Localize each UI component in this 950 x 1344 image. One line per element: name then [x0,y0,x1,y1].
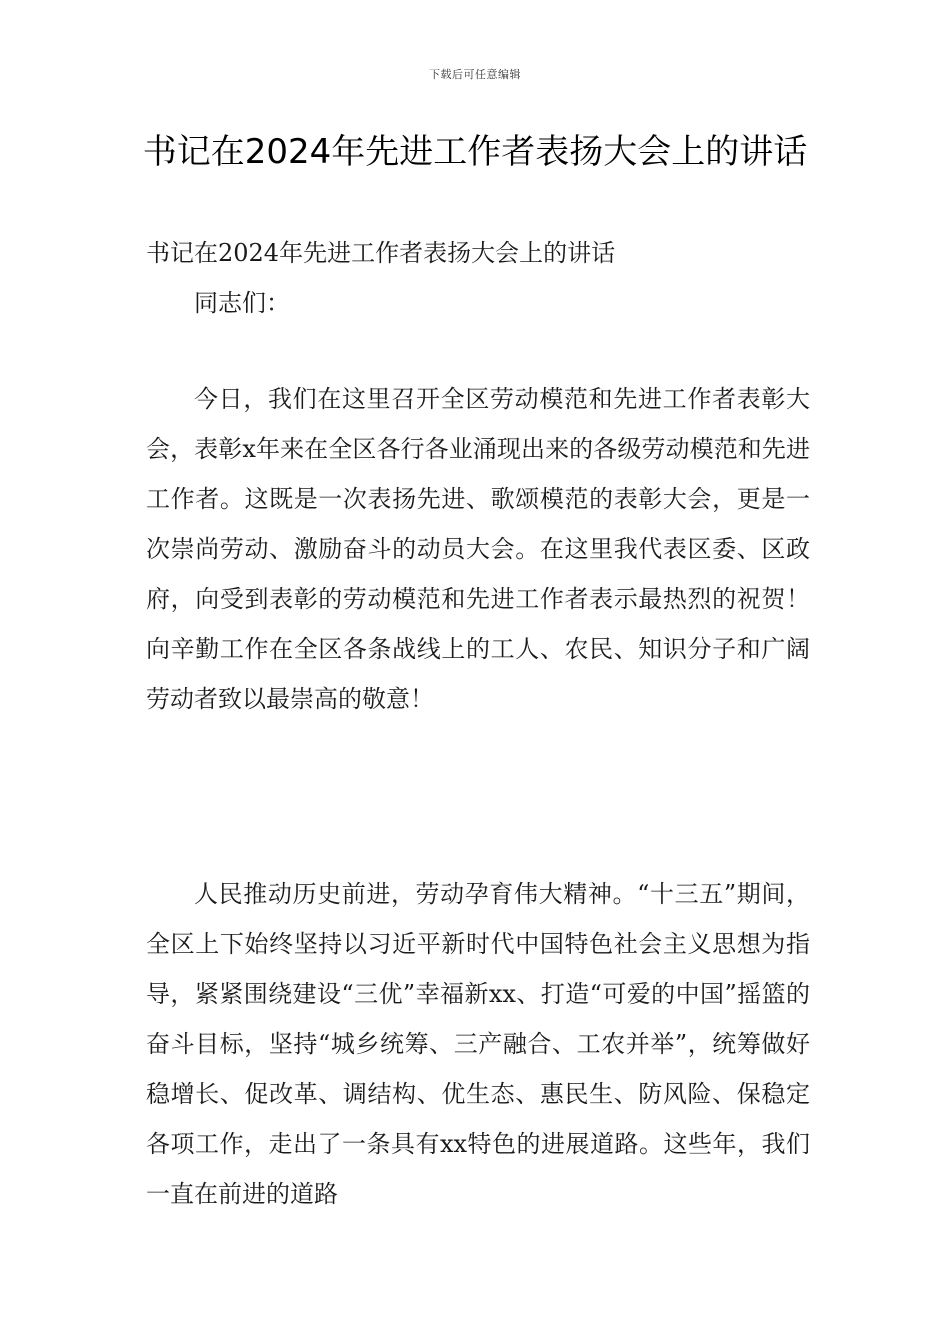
document-subtitle: 书记在2024年先进工作者表扬大会上的讲话 [146,239,616,267]
document-title: 书记在2024年先进工作者表扬大会上的讲话 [142,132,808,172]
paragraph: 今日，我们在这里召开全区劳动模范和先进工作者表彰大会，表彰x年来在全区各行各业涌现出来的各级劳动模范和先进工作者。这既是一次表扬先进、歌颂模范的表彰大会，更是一次崇尚劳动、激励奋斗的动员大会。在这里我代表区委、区政府，向受到表彰的劳动模范和先进工作者表示最热烈的祝贺！向辛勤工作在全区各条战线上的工人、农民、知识分子和广阔劳动者致以最崇高的敬意！ [146,385,810,713]
salutation: 同志们： [194,289,290,317]
paragraph: 人民推动历史前进，劳动孕育伟大精神。“十三五”期间，全区上下始终坚持以习近平新时代中国特色社会主义思想为指导，紧紧围绕建设“三优”幸福新xx、打造“可爱的中国”摇篮的奋斗目标，坚持“城乡统筹、三产融合、工农并举”，统筹做好稳增长、促改革、调结构、优生态、惠民生、防风险、保稳定各项工作，走出了一条具有xx特色的进展道路。这些年，我们一直在前进的道路 [146,880,810,1208]
header-note: 下载后可任意编辑 [429,68,521,81]
